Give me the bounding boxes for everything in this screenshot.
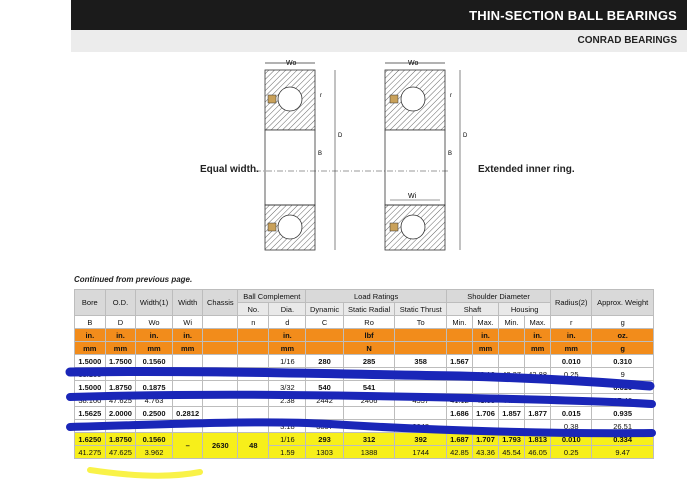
table-cell: 41.63	[472, 394, 498, 407]
symbol-cell: To	[395, 316, 447, 329]
unit-cell: mm	[136, 342, 173, 355]
table-cell: 44.09	[499, 394, 525, 407]
table-cell: 1.857	[499, 407, 525, 420]
symbol-cell: Max.	[472, 316, 498, 329]
table-row	[75, 420, 654, 433]
unit-cell: N	[343, 342, 395, 355]
table-row	[75, 407, 654, 420]
table-cell: 0.1560	[136, 433, 173, 446]
d-label-left: D	[338, 133, 343, 139]
unit-cell: in.	[472, 329, 498, 342]
table-cell: 2630	[203, 433, 238, 459]
unit-cell	[203, 329, 238, 342]
symbol-cell: Min.	[499, 316, 525, 329]
symbol-row	[75, 316, 654, 329]
table-cell: 47.625	[105, 394, 136, 407]
table-cell: 0.334	[592, 433, 654, 446]
table-cell: 45.54	[499, 446, 525, 459]
table-row	[75, 355, 654, 368]
table-cell	[343, 407, 395, 420]
table-cell	[238, 420, 269, 433]
symbol-cell: Wi	[172, 316, 203, 329]
table-cell: 280	[306, 355, 343, 368]
unit-cell: oz.	[592, 329, 654, 342]
table-cell	[172, 420, 203, 433]
table-cell: 358	[395, 355, 447, 368]
header-radius: Radius(2)	[551, 290, 592, 316]
unit-cell: in.	[172, 329, 203, 342]
table-cell: 3/32	[269, 381, 306, 394]
unit-cell: mm	[269, 342, 306, 355]
symbol-cell: Wo	[136, 316, 173, 329]
table-cell	[446, 368, 472, 381]
table-cell	[472, 381, 498, 394]
table-cell	[203, 381, 238, 394]
table-cell: 0.38	[551, 394, 592, 407]
table-cell	[525, 420, 551, 433]
table-cell: 48	[238, 433, 269, 459]
table-cell	[472, 355, 498, 368]
unit-cell: lbf	[343, 329, 395, 342]
symbol-cell: Ro	[343, 316, 395, 329]
table-cell	[472, 420, 498, 433]
bearing-table-wrapper	[74, 289, 654, 459]
header-od: O.D.	[105, 290, 136, 316]
table-row	[75, 368, 654, 381]
bearing-diagram	[210, 55, 510, 270]
table-cell	[203, 407, 238, 420]
table-cell	[203, 355, 238, 368]
table-cell	[499, 381, 525, 394]
b-label-right: B	[448, 151, 453, 157]
table-cell	[238, 381, 269, 394]
unit-cell	[446, 329, 472, 342]
table-cell: 0.310	[592, 355, 654, 368]
symbol-cell: g	[592, 316, 654, 329]
table-cell: 42.37	[499, 368, 525, 381]
table-cell: 0.616	[592, 381, 654, 394]
table-cell: 541	[343, 381, 395, 394]
units-in-row	[75, 329, 654, 342]
table-cell: 1.59	[269, 446, 306, 459]
unit-cell: in.	[136, 329, 173, 342]
table-cell	[238, 368, 269, 381]
table-cell	[446, 381, 472, 394]
header-static-thrust: Static Thrust	[395, 303, 447, 316]
b-label-left: B	[318, 151, 323, 157]
table-cell	[551, 381, 592, 394]
d-label-right: D	[463, 133, 468, 139]
table-cell: 1.5625	[75, 407, 106, 420]
table-cell: 1.7500	[105, 355, 136, 368]
table-cell: 1.813	[525, 433, 551, 446]
table-cell: 26.51	[592, 420, 654, 433]
unit-cell: in.	[75, 329, 106, 342]
table-cell: 50.800	[105, 420, 136, 433]
table-cell	[395, 381, 447, 394]
table-cell: 1.707	[472, 433, 498, 446]
table-cell: 2442	[306, 394, 343, 407]
table-cell	[172, 394, 203, 407]
table-cell: 0.1560	[136, 355, 173, 368]
symbol-cell: r	[551, 316, 592, 329]
table-cell	[525, 355, 551, 368]
table-cell: 1.686	[446, 407, 472, 420]
table-cell: 43.36	[472, 446, 498, 459]
header-dia: Dia.	[269, 303, 306, 316]
table-cell: 44.60	[525, 394, 551, 407]
header-no: No.	[238, 303, 269, 316]
table-cell: 0.2500	[136, 407, 173, 420]
table-cell: 17.46	[592, 394, 654, 407]
subtitle-strip	[71, 30, 687, 52]
page-title: THIN-SECTION BALL BEARINGS	[469, 8, 677, 23]
group-load-ratings: Load Ratings	[306, 290, 447, 303]
r-label-left: r	[320, 93, 322, 99]
table-cell: 0.010	[551, 433, 592, 446]
table-cell: 1/16	[269, 355, 306, 368]
table-cell: 0.1875	[136, 381, 173, 394]
table-cell: 1/16	[269, 433, 306, 446]
symbol-cell: d	[269, 316, 306, 329]
unit-cell: in.	[551, 329, 592, 342]
table-cell: 47.625	[105, 446, 136, 459]
header-bore: Bore	[75, 290, 106, 316]
table-cell	[238, 355, 269, 368]
table-cell	[172, 368, 203, 381]
unit-cell	[395, 329, 447, 342]
table-cell: 1303	[306, 446, 343, 459]
table-cell: 1.793	[499, 433, 525, 446]
header-housing: Housing	[499, 303, 551, 316]
page-subtitle: CONRAD BEARINGS	[577, 35, 677, 46]
r-label-right: r	[450, 93, 452, 99]
table-cell	[343, 368, 395, 381]
table-cell: 1.5000	[75, 381, 106, 394]
table-cell: 38.100	[75, 394, 106, 407]
table-row	[75, 394, 654, 407]
table-cell	[172, 381, 203, 394]
table-cell: 38.100	[75, 368, 106, 381]
table-cell	[203, 368, 238, 381]
wo-label-left: Wo	[286, 60, 297, 67]
table-cell: 1.706	[472, 407, 498, 420]
table-cell: 3.962	[136, 446, 173, 459]
table-cell: 1.6250	[75, 433, 106, 446]
table-cell	[203, 394, 238, 407]
table-cell: 0.25	[551, 446, 592, 459]
table-cell: 285	[343, 355, 395, 368]
table-cell	[499, 355, 525, 368]
equal-width-caption: Equal width.	[200, 164, 259, 175]
extended-inner-ring-bearing	[385, 60, 468, 250]
unit-cell	[306, 329, 343, 342]
table-cell	[499, 420, 525, 433]
unit-cell: mm	[75, 342, 106, 355]
table-cell	[306, 407, 343, 420]
table-cell: 42.85	[446, 446, 472, 459]
yellow-highlight-stroke	[90, 470, 200, 476]
symbol-cell	[203, 316, 238, 329]
table-cell: 1.5000	[75, 355, 106, 368]
group-ball-complement: Ball Complement	[238, 290, 306, 303]
table-cell: 392	[395, 433, 447, 446]
table-cell	[136, 368, 173, 381]
table-cell: 39.688	[75, 420, 106, 433]
table-cell: 3538	[343, 420, 395, 433]
header-approx-weight: Approx. Weight	[592, 290, 654, 316]
table-cell	[136, 420, 173, 433]
table-cell: 41.12	[446, 394, 472, 407]
table-cell: 1744	[395, 446, 447, 459]
table-cell	[105, 368, 136, 381]
extended-inner-ring-caption: Extended inner ring.	[478, 164, 575, 175]
table-cell: 3643	[395, 420, 447, 433]
unit-cell: mm	[172, 342, 203, 355]
unit-cell	[203, 342, 238, 355]
header-width: Width	[172, 290, 203, 316]
header-chassis: Chassis	[203, 290, 238, 316]
equal-width-bearing	[265, 60, 343, 250]
table-cell	[238, 394, 269, 407]
table-cell	[525, 381, 551, 394]
unit-cell	[395, 342, 447, 355]
table-cell: 3857	[306, 420, 343, 433]
table-cell: 0.015	[551, 407, 592, 420]
wi-label: Wi	[408, 193, 417, 200]
header-bar	[71, 0, 687, 30]
table-cell: 312	[343, 433, 395, 446]
table-cell	[238, 407, 269, 420]
table-row	[75, 381, 654, 394]
table-cell: 4537	[395, 394, 447, 407]
table-row-highlighted	[75, 446, 654, 459]
table-cell	[446, 420, 472, 433]
symbol-cell: D	[105, 316, 136, 329]
unit-cell: in.	[525, 329, 551, 342]
table-cell: 0.2812	[172, 407, 203, 420]
bearing-table	[74, 289, 654, 459]
table-cell: 0.010	[551, 355, 592, 368]
table-cell: 41.275	[75, 446, 106, 459]
table-cell: 0.935	[592, 407, 654, 420]
unit-cell: mm	[472, 342, 498, 355]
symbol-cell: Max.	[525, 316, 551, 329]
symbol-cell: C	[306, 316, 343, 329]
unit-cell: mm	[525, 342, 551, 355]
table-cell: 1.877	[525, 407, 551, 420]
unit-cell: mm	[551, 342, 592, 355]
unit-cell	[499, 329, 525, 342]
header-width1: Width(1)	[136, 290, 173, 316]
table-cell	[395, 407, 447, 420]
table-cell: –	[172, 433, 203, 459]
table-cell: 3.18	[269, 420, 306, 433]
header-dynamic: Dynamic	[306, 303, 343, 316]
table-row-highlighted	[75, 433, 654, 446]
unit-cell	[446, 342, 472, 355]
table-cell: 293	[306, 433, 343, 446]
table-cell: 540	[306, 381, 343, 394]
unit-cell	[238, 342, 269, 355]
symbol-cell: B	[75, 316, 106, 329]
symbol-cell: Min.	[446, 316, 472, 329]
unit-cell: in.	[105, 329, 136, 342]
table-cell	[203, 420, 238, 433]
table-cell: 4.763	[136, 394, 173, 407]
table-cell: 0.38	[551, 420, 592, 433]
table-cell	[172, 355, 203, 368]
table-cell: 1.59	[269, 368, 306, 381]
wo-label-right: Wo	[408, 60, 419, 67]
header-shaft: Shaft	[446, 303, 498, 316]
table-cell: 9.47	[592, 446, 654, 459]
header-static-radial: Static Radial	[343, 303, 395, 316]
table-cell: 1.8750	[105, 381, 136, 394]
table-cell: 9	[592, 368, 654, 381]
unit-cell: g	[592, 342, 654, 355]
unit-cell: in.	[269, 329, 306, 342]
unit-cell: mm	[105, 342, 136, 355]
table-cell: 2406	[343, 394, 395, 407]
table-cell: 40.18	[472, 368, 498, 381]
table-cell: 1.687	[446, 433, 472, 446]
table-cell: 42.88	[525, 368, 551, 381]
continued-note: Continued from previous page.	[74, 275, 193, 284]
symbol-cell: n	[238, 316, 269, 329]
table-cell: 2.0000	[105, 407, 136, 420]
table-cell	[306, 368, 343, 381]
unit-cell	[238, 329, 269, 342]
table-cell: 2.38	[269, 394, 306, 407]
table-cell: 0.25	[551, 368, 592, 381]
table-cell	[269, 407, 306, 420]
table-cell: 1.8750	[105, 433, 136, 446]
table-cell: 1388	[343, 446, 395, 459]
table-cell: 46.05	[525, 446, 551, 459]
unit-cell	[306, 342, 343, 355]
group-shoulder-diameter: Shoulder Diameter	[446, 290, 550, 303]
unit-cell	[499, 342, 525, 355]
table-cell	[395, 368, 447, 381]
table-cell: 1.567	[446, 355, 472, 368]
units-mm-row	[75, 342, 654, 355]
